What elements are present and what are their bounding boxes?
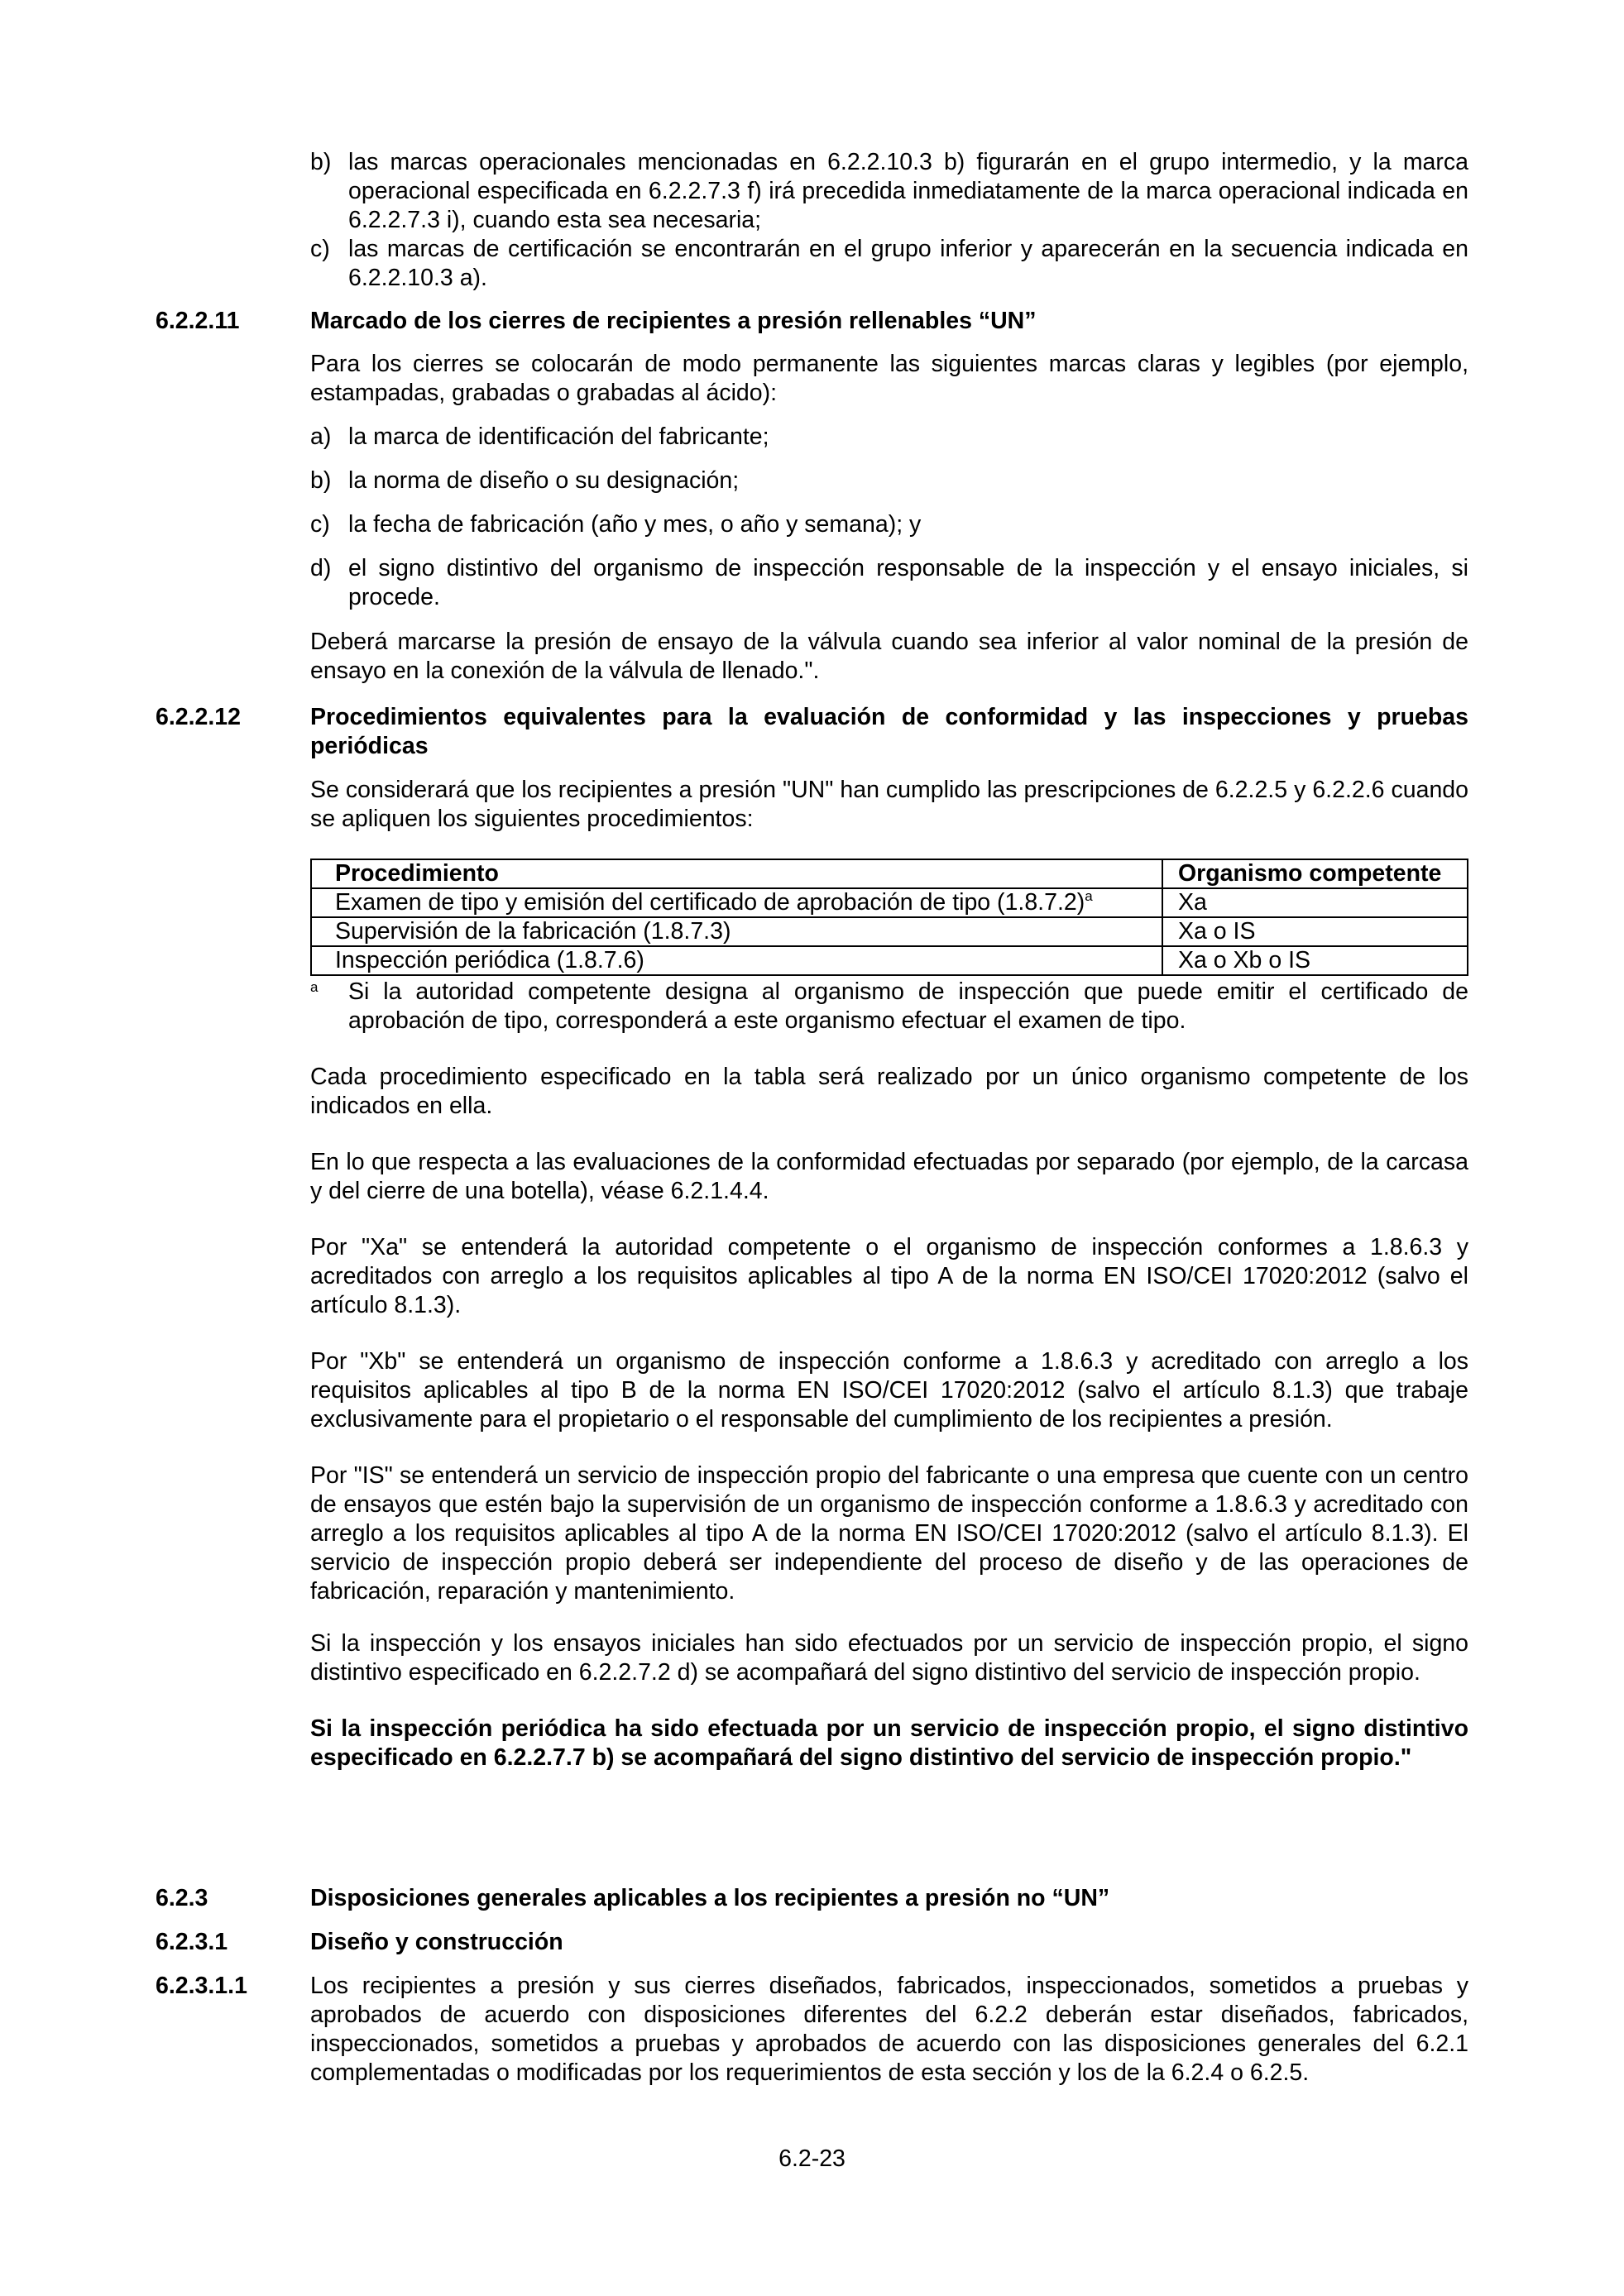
- table-header-cell: Organismo competente: [1162, 859, 1468, 888]
- paragraph-text: Si la inspección y los ensayos iniciales han sido efectuados por un servicio de inspección propio, el signo distintivo especificado en 6.2.2.7.2 d) se acompañará del signo distintivo del servicio de inspección propio.: [310, 1630, 1468, 1686]
- section-number: 6.2.3.1.1: [156, 1973, 247, 1999]
- table-cell: [311, 917, 1162, 946]
- paragraph-text: En lo que respecta a las evaluaciones de la conformidad efectuadas por separado (por ejemplo, de la carcasa y del cierre de una botella), véase 6.2.1.4.4.: [310, 1149, 1468, 1204]
- list-item-text: el signo distintivo del organismo de inspección responsable de la inspección y el ensayo iniciales, si procede.: [348, 555, 1468, 610]
- paragraph: [310, 1461, 1468, 1606]
- table-cell: [311, 946, 1162, 975]
- bold-paragraph: [310, 1715, 1468, 1772]
- list-item: [310, 466, 1468, 495]
- list-item-text: la norma de diseño o su designación;: [348, 467, 740, 494]
- table-header-row: [311, 859, 1468, 888]
- list-item: [310, 235, 1468, 293]
- list-item-label: c): [310, 236, 330, 262]
- page-number: 6.2-23: [778, 2145, 846, 2172]
- table-header-cell: Procedimiento: [311, 859, 1162, 888]
- footnote-mark: a: [310, 979, 319, 995]
- section-title: Disposiciones generales aplicables a los recipientes a presión no “UN”: [310, 1885, 1110, 1911]
- section-number: 6.2.2.12: [156, 704, 242, 730]
- list-item-label: a): [310, 423, 332, 450]
- paragraph-text: Por "Xa" se entenderá la autoridad competente o el organismo de inspección conformes a 1.8.6.3 y acreditados con arreglo a los requisitos aplicables al tipo A de la norma EN ISO/CEI 17020:2012 (salvo el artículo 8.1.3).: [310, 1234, 1468, 1318]
- table-row: [311, 946, 1468, 975]
- procedures-table: [310, 859, 1468, 976]
- section-closing: [310, 628, 1468, 686]
- paragraph-text: Los recipientes a presión y sus cierres diseñados, fabricados, inspeccionados, sometidos a pruebas y aprobados de acuerdo con disposiciones diferentes del 6.2.2 deberán estar diseñados, fabricados, inspeccionados, sometidos a pruebas y aprobados de acuerdo con las disposiciones generales del 6.2.1 complementadas o modificadas por los requerimientos de esta sección y los de la 6.2.4 o 6.2.5.: [310, 1973, 1468, 2086]
- section-title: Diseño y construcción: [310, 1929, 563, 1955]
- section-intro: [310, 350, 1468, 408]
- paragraph: Deberá marcarse la presión de ensayo de la válvula cuando sea inferior al valor nominal de la presión de ensayo en la conexión de la válvula de llenado.".: [310, 629, 1468, 684]
- list-item-label: b): [310, 467, 332, 494]
- paragraph: [310, 1629, 1468, 1687]
- intro-list: [310, 148, 1468, 293]
- procedure-text: Inspección periódica (1.8.7.6): [335, 947, 644, 973]
- paragraph-text: Por "IS" se entenderá un servicio de inspección propio del fabricante o una empresa que cuente con un centro de ensayos que estén bajo la supervisión de un organismo de inspección conforme a 1.8.6.3 y acreditado con arreglo a los requisitos aplicables al tipo A de la norma EN ISO/CEI 17020:2012 (salvo el artículo 8.1.3). El servicio de inspección propio deberá ser independiente del proceso de diseño y de las operaciones de fabricación, reparación y mantenimiento.: [310, 1462, 1468, 1605]
- list-item-label: c): [310, 511, 330, 538]
- paragraph: [310, 1972, 1468, 2088]
- paragraph: [310, 1347, 1468, 1434]
- list-item-text: la marca de identificación del fabricante;: [348, 423, 769, 450]
- table-cell: Xa o Xb o IS: [1162, 946, 1468, 975]
- list-item-label: d): [310, 555, 332, 581]
- footnote-text: Si la autoridad competente designa al organismo de inspección que puede emitir el certificado de aprobación de tipo, corresponderá a este organismo efectuar el examen de tipo.: [348, 978, 1468, 1034]
- paragraph: Para los cierres se colocarán de modo permanente las siguientes marcas claras y legibles (por ejemplo, estampadas, grabadas o grabadas al ácido):: [310, 351, 1468, 406]
- paragraph: [310, 1063, 1468, 1121]
- list-item: [310, 148, 1468, 235]
- list-item: [310, 554, 1468, 612]
- footnote-ref: a: [1085, 888, 1093, 904]
- section-number: 6.2.3.1: [156, 1929, 228, 1955]
- paragraph: [310, 1148, 1468, 1206]
- table-row: [311, 888, 1468, 917]
- paragraph-text: Cada procedimiento especificado en la tabla será realizado por un único organismo competente de los indicados en ella.: [310, 1064, 1468, 1119]
- procedure-text: Supervisión de la fabricación (1.8.7.3): [335, 918, 731, 945]
- section-intro: [310, 776, 1468, 834]
- section-title: Procedimientos equivalentes para la evaluación de conformidad y las inspecciones y pruebas periódicas: [310, 704, 1468, 759]
- list-item-label: b): [310, 149, 332, 175]
- list-item: [310, 510, 1468, 539]
- list-item-text: las marcas operacionales mencionadas en 6.2.2.10.3 b) figurarán en el grupo intermedio, y la marca operacional especificada en 6.2.2.7.3 f) irá precedida inmediatamente de la marca operacional indicada en 6.2.2.7.3 i), cuando esta sea necesaria;: [348, 149, 1468, 233]
- table-cell: Xa: [1162, 888, 1468, 917]
- procedure-text: Examen de tipo y emisión del certificado de aprobación de tipo (1.8.7.2): [335, 889, 1085, 916]
- list-item-text: las marcas de certificación se encontrarán en el grupo inferior y aparecerán en la secuencia indicada en 6.2.2.10.3 a).: [348, 236, 1468, 291]
- paragraph-text: Si la inspección periódica ha sido efectuada por un servicio de inspección propio, el signo distintivo especificado en 6.2.2.7.7 b) se acompañará del signo distintivo del servicio de inspección propio.": [310, 1715, 1468, 1771]
- section-number: 6.2.3: [156, 1885, 208, 1911]
- paragraph: Se considerará que los recipientes a presión "UN" han cumplido las prescripciones de 6.2.2.5 y 6.2.2.6 cuando se apliquen los siguientes procedimientos:: [310, 777, 1468, 832]
- table-cell: Xa o IS: [1162, 917, 1468, 946]
- section-title: Marcado de los cierres de recipientes a presión rellenables “UN”: [310, 308, 1037, 334]
- table-row: [311, 917, 1468, 946]
- paragraph: [310, 1233, 1468, 1320]
- table-cell: [311, 888, 1162, 917]
- list-item: [310, 423, 1468, 452]
- list-item-text: la fecha de fabricación (año y mes, o año y semana); y: [348, 511, 922, 538]
- section-number: 6.2.2.11: [156, 308, 240, 334]
- paragraph-text: Por "Xb" se entenderá un organismo de inspección conforme a 1.8.6.3 y acreditado con arreglo a los requisitos aplicables al tipo B de la norma EN ISO/CEI 17020:2012 (salvo el artículo 8.1.3) que trabaje exclusivamente para el propietario o el responsable del cumplimiento de los recipientes a presión.: [310, 1348, 1468, 1433]
- table-footnote: [310, 978, 1468, 1036]
